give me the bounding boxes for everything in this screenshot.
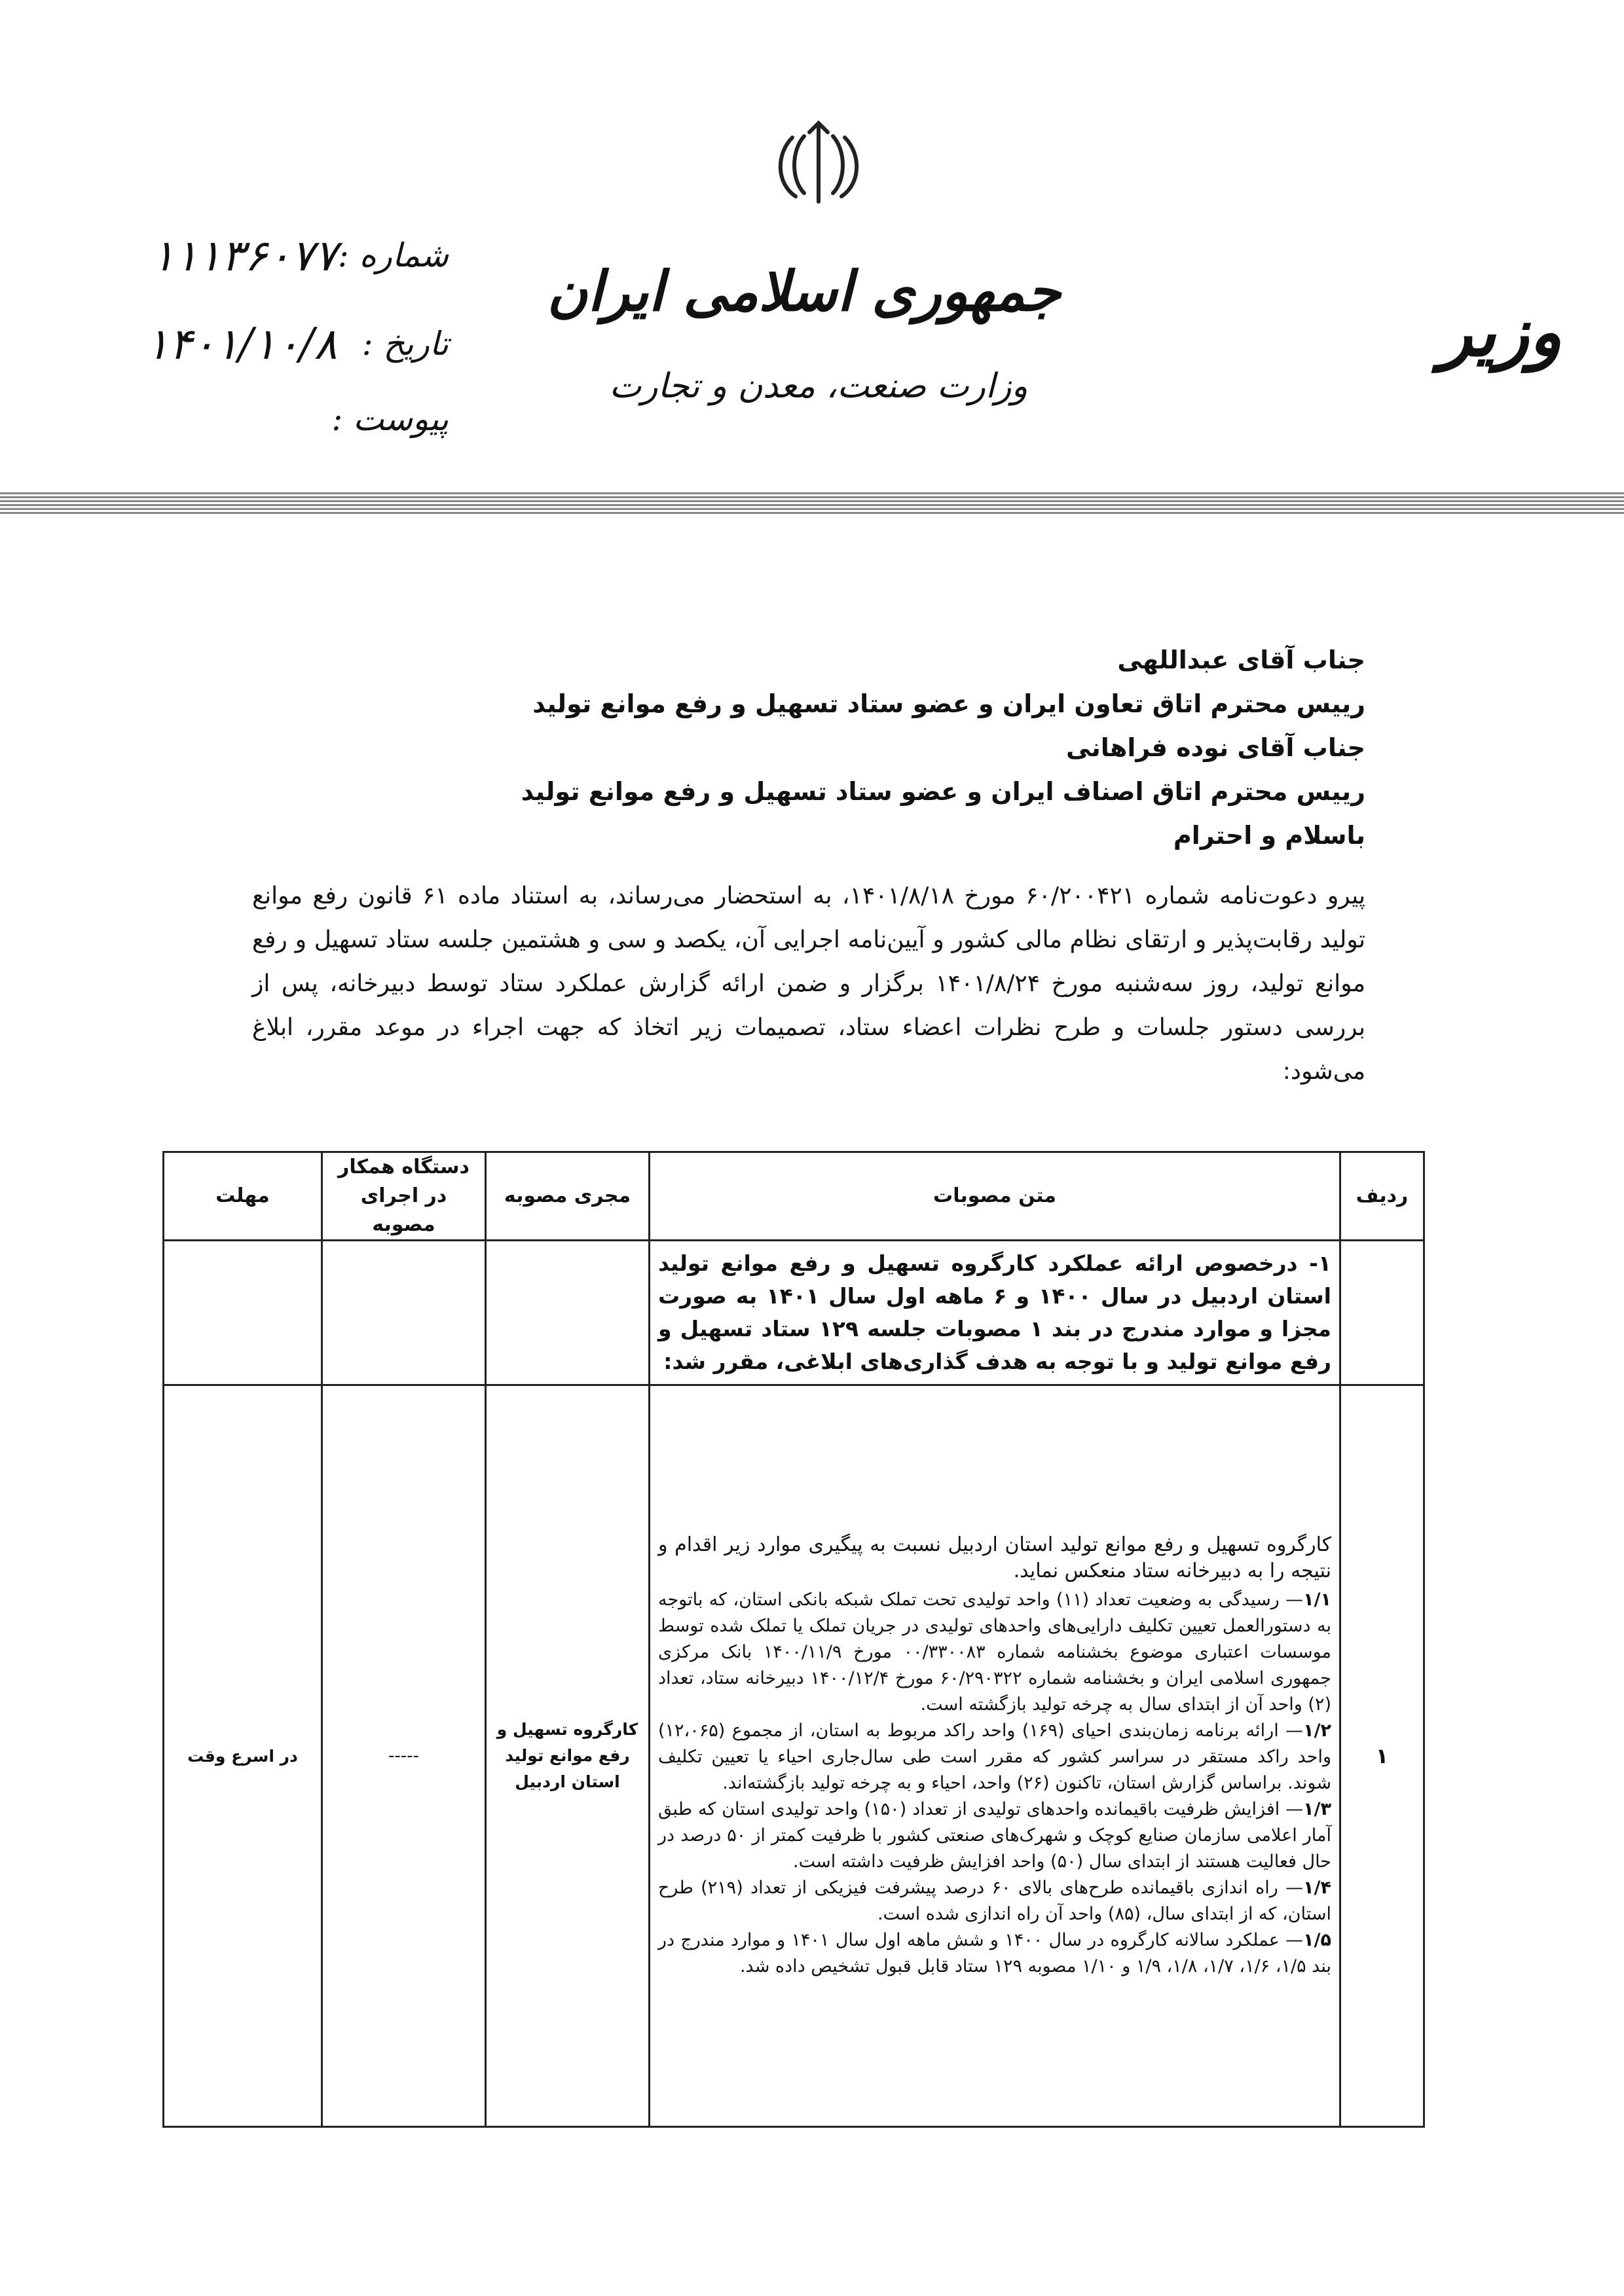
- executor-cell: کارگروه تسهیل و رفع موانع تولید استان اردبیل: [486, 1385, 650, 2127]
- letter-date-label: تاریخ :: [361, 325, 449, 363]
- letter-attachment-field: [56, 390, 449, 448]
- row-number: ۱: [1340, 1385, 1424, 2127]
- letter-date-field: [56, 314, 449, 373]
- greeting: باسلام و احترام: [1173, 821, 1365, 850]
- resolution-item: ۱/۲— ارائه برنامه زمان‌بندی احیای (۱۶۹) واحد راکد مربوط به استان، از مجموع (۱۲،۰۶۵) واحد راکد مستقر در سراسر کشور که مقرر است طی سال‌جاری احیاء یا تعیین تکلیف شوند. براساس گزارش استان، تاکنون (۲۶) واحد، احیاء و به چرخه تولید بازگشته‌اند.: [658, 1721, 1331, 1793]
- item-text: رسیدگی به وضعیت تعداد (۱۱) واحد تولیدی تحت تملک شبکه بانکی استان، که باتوجه به دستورالعمل تعیین تکلیف دارایی‌های واحدهای تولیدی در جریان تملک یا تملک شده توسط موسسات اعتباری موضوع بخشنامه شماره ۰۰/۳۳۰۰۸۳ مورخ ۱۴۰۰/۱۱/۹ بانک مرکزی جمهوری اسلامی ایران و بخشنامه شماره ۶۰/۲۹۰۳۲۲ مورخ ۱۴۰۰/۱۲/۴ دبیرخانه ستاد، تعداد (۲) واحد آن از ابتدای سال به چرخه تولید بازگشته است.: [658, 1590, 1331, 1715]
- resolution-text: [650, 1385, 1340, 2127]
- table-cell: [486, 1241, 650, 1385]
- table-row: [164, 1385, 1424, 2127]
- table-cell: [322, 1241, 486, 1385]
- republic-title: جمهوری اسلامی ایران: [547, 259, 1061, 323]
- iran-emblem-icon: [766, 111, 871, 216]
- letter-number-label: شماره :: [337, 236, 449, 274]
- ministry-title: وزارت صنعت، معدن و تجارت: [609, 367, 1028, 406]
- resolution-lead: کارگروه تسهیل و رفع موانع تولید استان اردبیل نسبت به پیگیری موارد زیر اقدام و نتیجه را به دبیرخانه ستاد منعکس نماید.: [658, 1533, 1331, 1582]
- resolution-item: ۱/۳— افزایش ظرفیت باقیمانده واحدهای تولیدی از تعداد (۱۵۰) واحد تولیدی استان که طبق آمار اعلامی سازمان صنایع کوچک و شهرک‌های صنعتی کشور با ظرفیت کمتر از ۵۰ درصد در حال فعالیت هستند از ابتدای سال (۵۰) واحد افزایش ظرفیت داشته است.: [658, 1799, 1331, 1872]
- table-cell: [1340, 1241, 1424, 1385]
- table-row: [164, 1241, 1424, 1385]
- item-number: ۱/۲: [1303, 1721, 1331, 1741]
- header-row-number: ردیف: [1340, 1152, 1424, 1241]
- header-partner-agency: دستگاه همکار در اجرای مصوبه: [322, 1152, 486, 1241]
- header-divider: [0, 492, 1624, 516]
- resolutions-table: [162, 1151, 1425, 2128]
- item-number: ۱/۳: [1303, 1799, 1331, 1819]
- intro-paragraph: پیرو دعوت‌نامه شماره ۶۰/۲۰۰۴۲۱ مورخ ۱۴۰۱/۸/۱۸، به استحضار می‌رساند، به استناد ماده ۶۱ قانون رفع موانع تولید رقابت‌پذیر و ارتقای نظام مالی کشور و آیین‌نامه اجرایی آن، یکصد و سی و هشتمین جلسه ستاد تسهیل و رفع موانع تولید، روز سه‌شنبه مورخ ۱۴۰۱/۸/۲۴ برگزار و ضمن ارائه گزارش عملکرد ستاد توسط دبیرخانه، پس از بررسی دستور جلسات و طرح نظرات اعضاء ستاد، تصمیمات زیر اتخاذ که جهت اجراء در موعد مقرر، ابلاغ می‌شود:: [252, 883, 1365, 1085]
- header-resolution-text: متن مصوبات: [650, 1152, 1340, 1241]
- resolution-item: ۱/۵— عملکرد سالانه کارگروه در سال ۱۴۰۰ و شش ماهه اول سال ۱۴۰۱ و موارد مندرج در بند ۱/۵، ۱/۶، ۱/۷، ۱/۸، ۱/۹ و ۱/۱۰ مصوبه ۱۲۹ ستاد قابل قبول تشخیص داده شد.: [658, 1930, 1331, 1977]
- item-text: ارائه برنامه زمان‌بندی احیای (۱۶۹) واحد راکد مربوط به استان، از مجموع (۱۲،۰۶۵) واحد راکد مستقر در سراسر کشور که مقرر است طی سال‌جاری احیاء یا تعیین تکلیف شوند. براساس گزارش استان، تاکنون (۲۶) واحد، احیاء و به چرخه تولید بازگشته‌اند.: [658, 1721, 1331, 1793]
- header-executor: مجری مصوبه: [486, 1152, 650, 1241]
- letter-number-field: [56, 226, 449, 285]
- item-number: ۱/۵: [1303, 1930, 1331, 1950]
- addressee-line: رییس محترم اتاق تعاون ایران و عضو ستاد تسهیل و رفع موانع تولید: [532, 689, 1365, 718]
- table-cell: [164, 1241, 322, 1385]
- resolution-item: ۱/۴— راه اندازی باقیمانده طرح‌های بالای ۶۰ درصد پیشرفت فیزیکی از تعداد (۲۱۹) طرح استان، که از ابتدای سال، (۸۵) واحد آن راه اندازی شده است.: [658, 1878, 1331, 1924]
- letter-date-value: ۱۴۰۱/۱۰/۸: [145, 318, 337, 369]
- addressee-line: جناب آقای عبداللهی: [1117, 646, 1365, 674]
- table-header-row: [164, 1152, 1424, 1241]
- addressee-block: [252, 638, 1365, 858]
- minister-label: وزیر: [1439, 291, 1562, 372]
- partner-cell: -----: [322, 1385, 486, 2127]
- item-text: افزایش ظرفیت باقیمانده واحدهای تولیدی از تعداد (۱۵۰) واحد تولیدی استان که طبق آمار اعلامی سازمان صنایع کوچک و شهرک‌های صنعتی کشور با ظرفیت کمتر از ۵۰ درصد در حال فعالیت هستند از ابتدای سال (۵۰) واحد افزایش ظرفیت داشته است.: [658, 1799, 1331, 1872]
- deadline-cell: در اسرع وقت: [164, 1385, 322, 2127]
- header-deadline: مهلت: [164, 1152, 322, 1241]
- addressee-line: رییس محترم اتاق اصناف ایران و عضو ستاد تسهیل و رفع موانع تولید: [521, 777, 1365, 806]
- resolution-item: ۱/۱— رسیدگی به وضعیت تعداد (۱۱) واحد تولیدی تحت تملک شبکه بانکی استان، که باتوجه به دستورالعمل تعیین تکلیف دارایی‌های واحدهای تولیدی در جریان تملک یا تملک شده توسط موسسات اعتباری موضوع بخشنامه شماره ۰۰/۳۳۰۰۸۳ مورخ ۱۴۰۰/۱۱/۹ بانک مرکزی جمهوری اسلامی ایران و بخشنامه شماره ۶۰/۲۹۰۳۲۲ مورخ ۱۴۰۰/۱۲/۴ دبیرخانه ستاد، تعداد (۲) واحد آن از ابتدای سال به چرخه تولید بازگشته است.: [658, 1590, 1331, 1715]
- item-text: عملکرد سالانه کارگروه در سال ۱۴۰۰ و شش ماهه اول سال ۱۴۰۱ و موارد مندرج در بند ۱/۵، ۱/۶، ۱/۷، ۱/۸، ۱/۹ و ۱/۱۰ مصوبه ۱۲۹ ستاد قابل قبول تشخیص داده شد.: [658, 1930, 1331, 1977]
- letter-attachment-label: پیوست :: [331, 400, 449, 438]
- section-heading: ۱- درخصوص ارائه عملکرد کارگروه تسهیل و رفع موانع تولید استان اردبیل در سال ۱۴۰۰ و ۶ ماهه اول سال ۱۴۰۱ به صورت مجزا و موارد مندرج در بند ۱ مصوبات جلسه ۱۲۹ ستاد تسهیل و رفع موانع تولید و با توجه به هدف گذاری‌های ابلاغی، مقرر شد:: [650, 1241, 1340, 1385]
- letter-number-value: ۱۱۱۳۶۰۷۷: [151, 230, 337, 281]
- addressee-line: جناب آقای نوده فراهانی: [1066, 733, 1365, 762]
- item-number: ۱/۱: [1303, 1590, 1331, 1610]
- item-number: ۱/۴: [1303, 1878, 1331, 1898]
- item-text: راه اندازی باقیمانده طرح‌های بالای ۶۰ درصد پیشرفت فیزیکی از تعداد (۲۱۹) طرح استان، که از ابتدای سال، (۸۵) واحد آن راه اندازی شده است.: [658, 1878, 1331, 1924]
